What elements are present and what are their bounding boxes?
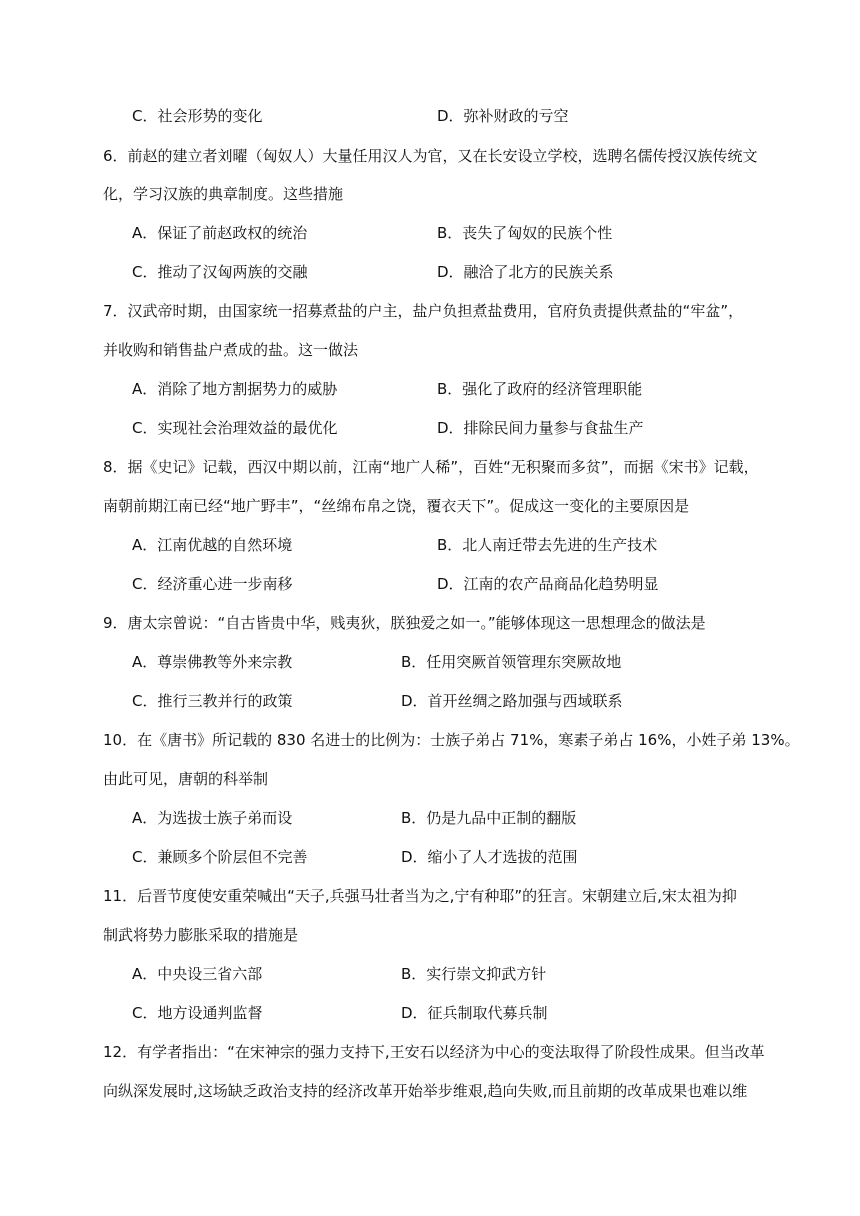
question-8-stem-cont: 南朝前期江南已经“地广野丰”，“丝绵布帛之饶，覆衣天下”。促成这一变化的主要原因是 <box>103 497 690 515</box>
question-7-stem-cont: 并收购和销售盐户煮成的盐。这一做法 <box>103 341 359 359</box>
option-d: D．征兵制取代募兵制 <box>401 1004 548 1022</box>
option-c: C．实现社会治理效益的最优化 <box>132 419 338 437</box>
option-c: C．兼顾多个阶层但不完善 <box>132 848 308 866</box>
option-d: D．江南的农产品商品化趋势明显 <box>437 575 659 593</box>
question-10-stem: 10．在《唐书》所记载的 830 名进士的比例为：士族子弟占 71%，寒素子弟占 16%，小姓子弟 13%。 <box>103 731 800 749</box>
option-b: B．强化了政府的经济管理职能 <box>437 380 643 398</box>
option-a: A．尊崇佛教等外来宗教 <box>132 653 293 671</box>
option-c: C．推动了汉匈两族的交融 <box>132 263 308 281</box>
option-c: C．推行三教并行的政策 <box>132 692 293 710</box>
option-a: A．中央设三省六部 <box>132 965 263 983</box>
option-a: A．消除了地方割据势力的威胁 <box>132 380 338 398</box>
option-d: D．融洽了北方的民族关系 <box>437 263 614 281</box>
question-11-stem: 11．后晋节度使安重荣喊出“天子,兵强马壮者当为之,宁有种耶”的狂言。宋朝建立后,宋太祖为抑 <box>103 887 737 905</box>
option-d: D．首开丝绸之路加强与西域联系 <box>401 692 623 710</box>
question-12-stem-cont: 向纵深发展时,这场缺乏政治支持的经济改革开始举步维艰,趋向失败,而且前期的改革成果也难以维 <box>103 1082 748 1100</box>
option-d: D．弥补财政的亏空 <box>437 107 569 125</box>
option-c: C．经济重心进一步南移 <box>132 575 293 593</box>
option-c: C．社会形势的变化 <box>132 107 263 125</box>
question-12-stem: 12．有学者指出：“在宋神宗的强力支持下,王安石以经济为中心的变法取得了阶段性成果。但当改革 <box>103 1043 765 1061</box>
option-b: B．任用突厥首领管理东突厥故地 <box>401 653 622 671</box>
option-d: D．排除民间力量参与食盐生产 <box>437 419 644 437</box>
option-a: A．为选拔士族子弟而设 <box>132 809 293 827</box>
question-9-stem: 9．唐太宗曾说：“自古皆贵中华，贱夷狄，朕独爱之如一。”能够体现这一思想理念的做法是 <box>103 614 706 632</box>
option-a: A．江南优越的自然环境 <box>132 536 293 554</box>
question-11-stem-cont: 制武将势力膨胀采取的措施是 <box>103 926 299 944</box>
question-7-stem: 7．汉武帝时期，由国家统一招募煮盐的户主，盐户负担煮盐费用，官府负责提供煮盐的“牢盆”， <box>103 302 744 320</box>
question-6-stem: 6．前赵的建立者刘曜（匈奴人）大量任用汉人为官，又在长安设立学校，选聘名儒传授汉族传统文 <box>103 147 758 165</box>
option-b: B．北人南迁带去先进的生产技术 <box>437 536 658 554</box>
option-c: C．地方设通判监督 <box>132 1004 263 1022</box>
question-8-stem: 8．据《史记》记载，西汉中期以前，江南“地广人稀”，百姓“无积聚而多贫”，而据《宋书》记载， <box>103 458 759 476</box>
option-b: B．仍是九品中正制的翻版 <box>401 809 577 827</box>
option-a: A．保证了前赵政权的统治 <box>132 224 308 242</box>
option-b: B．实行崇文抑武方针 <box>401 965 547 983</box>
option-b: B．丧失了匈奴的民族个性 <box>437 224 613 242</box>
question-10-stem-cont: 由此可见，唐朝的科举制 <box>103 770 269 788</box>
question-6-stem-cont: 化，学习汉族的典章制度。这些措施 <box>103 185 344 203</box>
option-d: D．缩小了人才选拔的范围 <box>401 848 578 866</box>
